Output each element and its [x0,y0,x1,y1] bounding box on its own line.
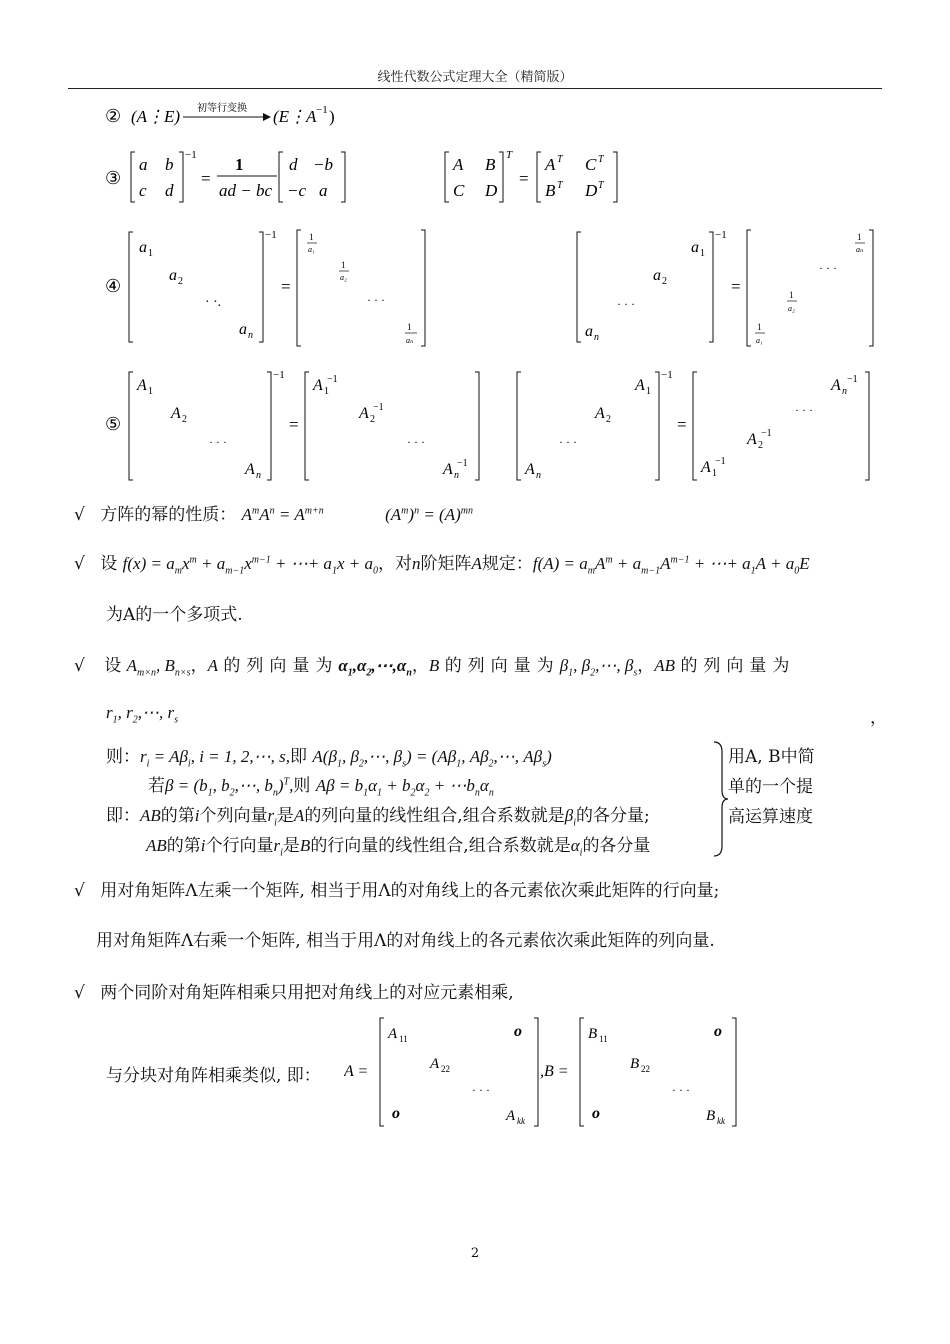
svg-text:1: 1 [646,386,651,397]
svg-text:· · ·: · · · [367,293,385,307]
svg-text:· · ·: · · · [617,297,635,311]
svg-text:· ·: · · [205,295,218,310]
svg-text:· · ·: · · · [472,1083,490,1097]
svg-text:−1: −1 [761,428,772,439]
svg-text:1: 1 [789,290,794,300]
block-line-4: AB的第i个行向量$r_i$是B的行向量的线性组合,组合系数就是$\alpha_i$的各分量 [146,836,651,859]
svg-text:A: A [747,431,757,448]
svg-text:a₂: a₂ [340,273,347,282]
svg-text:· · ·: · · · [795,403,813,417]
svg-text:−1: −1 [316,104,328,116]
svg-text:o: o [392,1105,400,1122]
svg-text:−1: −1 [185,149,197,161]
header-rule [68,88,882,89]
bullet-diag-right: 用对角矩阵Λ右乘一个矩阵, 相当于用Λ的对角线上的各元素依次乘此矩阵的列向量. [96,931,715,951]
svg-text:−c: −c [287,181,307,200]
svg-text:c: c [139,181,147,200]
svg-text:A: A [595,405,605,422]
formula-4 [105,226,875,356]
svg-text:1: 1 [757,322,762,332]
check-mark-icon: √ [74,656,85,676]
svg-text:−1: −1 [327,374,338,385]
svg-text:d: d [165,181,174,200]
svg-text:b: b [165,155,174,174]
bullet-diag-left: √ 用对角矩阵Λ左乘一个矩阵, 相当于用Λ的对角线上的各元素依次乘此矩阵的行向量; [74,881,720,901]
svg-text:A: A [831,377,841,394]
svg-text:a: a [169,267,177,284]
svg-text:d: d [289,155,298,174]
svg-text:kk: kk [717,1116,725,1126]
formula-2 [105,100,365,138]
svg-text:1: 1 [700,248,705,259]
bullet-power: √ 方阵的幂的性质： $A^mA^n = A^{m+n}$ $(A^m)^n = (A)^{mn}$ [74,505,473,525]
elem-row-ops-label: 初等行变换 [197,103,247,114]
svg-text:11: 11 [599,1034,608,1044]
svg-text:−b: −b [313,155,333,174]
bullet-power-text: 方阵的幂的性质： [100,505,237,525]
svg-text:aₙ: aₙ [856,245,864,254]
formula-5 [105,368,875,488]
svg-text:(E⋮A: (E⋮A [273,107,317,126]
svg-text:−1: −1 [847,374,858,385]
svg-text:D: D [485,181,498,200]
bullet-column-vectors-cont: $r_1$, $r_2,\cdots$, $r_s$ [106,703,179,726]
svg-text:1: 1 [235,155,244,174]
svg-text:T: T [557,154,563,165]
bullet-column-vectors: √ 设 $A_{m\times n}$, $B_{n\times s}$，A 的列向量为$\alpha_1,\alpha_2,\cdots,\alpha_n$，B 的列向量为$\beta_1$, $\beta_2,\cdots$, $\beta_s$，AB 的列向量为 [74,656,796,679]
svg-text:n: n [248,330,253,341]
svg-text:B: B [588,1026,598,1042]
svg-text:T: T [598,154,604,165]
side-note-2: 单的一个提 [728,777,813,797]
block-diag-matrices [344,1014,744,1134]
svg-text:=: = [201,169,211,188]
svg-text:A: A [443,461,453,478]
svg-text:=: = [281,277,291,296]
svg-text:a₁: a₁ [756,336,763,345]
svg-text:A: A [430,1056,440,1072]
svg-text:n: n [842,386,847,397]
svg-text:a₂: a₂ [788,304,795,313]
svg-text:=: = [519,169,529,188]
svg-text:−1: −1 [715,456,726,467]
svg-text:kk: kk [517,1116,525,1126]
svg-text:=: = [677,415,687,434]
svg-text:· · ·: · · · [672,1083,690,1097]
item-num-2: ② [105,106,122,126]
svg-text:=: = [731,277,741,296]
svg-text:a: a [585,323,593,340]
bullet-block-diag: 与分块对角阵相乘类似, 即： [106,1066,321,1086]
bullet-diag-product: √ 两个同阶对角矩阵相乘只用把对角线上的对应元素相乘, [74,983,514,1003]
svg-text:): ) [329,107,335,126]
svg-text:· · ·: · · · [819,261,837,275]
svg-text:1: 1 [857,232,862,242]
check-mark-icon: √ [74,554,85,574]
side-note-1: 用A, B中简 [728,747,815,767]
svg-text:· · ·: · · · [559,435,577,449]
svg-text:2: 2 [370,414,375,425]
svg-text:a: a [319,181,328,200]
svg-text:1: 1 [148,248,153,259]
item-num-3: ③ [105,168,122,188]
formula-3 [105,146,635,212]
svg-text:,B =: ,B = [540,1063,569,1080]
page-header: 线性代数公式定理大全（精简版） [377,70,573,85]
check-mark-icon: √ [74,505,85,525]
svg-text:(A⋮E): (A⋮E) [131,107,181,126]
svg-text:A: A [525,461,535,478]
svg-text:2: 2 [662,276,667,287]
page-number: 2 [470,1246,480,1261]
bullet-polynomial: √ 设 $f(x) = a_mx^m + a_{m-1}x^{m-1}$ + ⋯+ $a_1x + a_0$，对n阶矩阵A规定：$f(A) = a_mA^m + a_{m-1}A^{m-1}$ + ⋯+ $a_1A + a_0E$ [74,554,810,577]
svg-text:A: A [359,405,369,422]
svg-text:A: A [313,377,323,394]
svg-text:ad − bc: ad − bc [219,181,273,200]
svg-text:−1: −1 [661,369,673,381]
svg-text:a₁: a₁ [308,245,315,254]
svg-text:−1: −1 [373,402,384,413]
svg-text:o: o [592,1105,600,1122]
svg-text:A =: A = [344,1063,369,1080]
block-line-3: 即：AB的第i个列向量$r_i$是A的列向量的线性组合,组合系数就是$\beta_i$的各分量; [106,806,650,829]
svg-text:A: A [137,377,147,394]
bullet-polynomial-cont: 为A的一个多项式. [106,605,243,625]
svg-text:A: A [453,155,464,174]
svg-text:2: 2 [758,440,763,451]
svg-text:T: T [506,149,513,161]
svg-text:n: n [594,332,599,343]
svg-text:A: A [506,1108,516,1124]
svg-text:A: A [245,461,255,478]
svg-text:a: a [653,267,661,284]
svg-text:a: a [691,239,699,256]
svg-text:A: A [701,459,711,476]
svg-text:1: 1 [309,232,314,242]
svg-text:=: = [289,415,299,434]
svg-text:A: A [171,405,181,422]
item-num-4: ④ [105,276,122,296]
svg-text:22: 22 [441,1064,450,1074]
svg-text:−1: −1 [715,229,727,241]
block-line-1: 则：$r_i = A\beta_i$, i = 1, 2,⋯, s,即 $A(\beta_1$, $\beta_2,\cdots$, $\beta_s) = (A\beta_1$, $A\beta_2,\cdots$, $A\beta_s$) [106,747,552,770]
svg-text:1: 1 [407,322,412,332]
svg-text:2: 2 [182,414,187,425]
svg-text:B: B [545,181,556,200]
svg-text:A: A [635,377,645,394]
svg-text:2: 2 [178,276,183,287]
svg-text:n: n [256,470,261,481]
svg-text:aₙ: aₙ [406,336,414,345]
svg-text:o: o [714,1023,722,1040]
trailing-comma: ， [870,708,887,728]
svg-text:a: a [139,155,148,174]
svg-text:· · ·: · · · [209,435,227,449]
svg-text:a: a [239,321,247,338]
svg-text:B: B [706,1108,716,1124]
svg-text:1: 1 [341,260,346,270]
svg-text:−1: −1 [265,229,277,241]
side-note-3: 高运算速度 [728,807,813,827]
svg-text:n: n [454,470,459,481]
svg-text:1: 1 [712,468,717,479]
check-mark-icon: √ [74,881,85,901]
svg-text:1: 1 [324,386,329,397]
svg-text:A: A [388,1026,398,1042]
svg-text:−1: −1 [273,369,285,381]
svg-text:C: C [585,155,597,174]
svg-text:o: o [514,1023,522,1040]
svg-text:a: a [139,239,147,256]
svg-text:B: B [485,155,496,174]
svg-text:T: T [598,180,604,191]
svg-text:D: D [585,181,598,200]
item-num-5: ⑤ [105,414,122,434]
svg-text:C: C [453,181,465,200]
svg-text:B: B [630,1056,640,1072]
svg-text:1: 1 [148,386,153,397]
check-mark-icon: √ [74,983,85,1003]
svg-text:A: A [545,155,556,174]
block-line-2: 若$\beta = (b_1$, $b_2,\cdots$, $b_n)^T$,则 $A\beta = b_1\alpha_1 + b_2\alpha_2$ + $\cdots b_n\alpha_n$ [148,776,494,799]
svg-text:T: T [557,180,563,191]
svg-text:· · ·: · · · [407,435,425,449]
svg-text:11: 11 [399,1034,408,1044]
svg-text:−1: −1 [457,458,468,469]
svg-text:22: 22 [641,1064,650,1074]
svg-text:n: n [536,470,541,481]
svg-text:·: · [217,299,222,314]
svg-text:2: 2 [606,414,611,425]
